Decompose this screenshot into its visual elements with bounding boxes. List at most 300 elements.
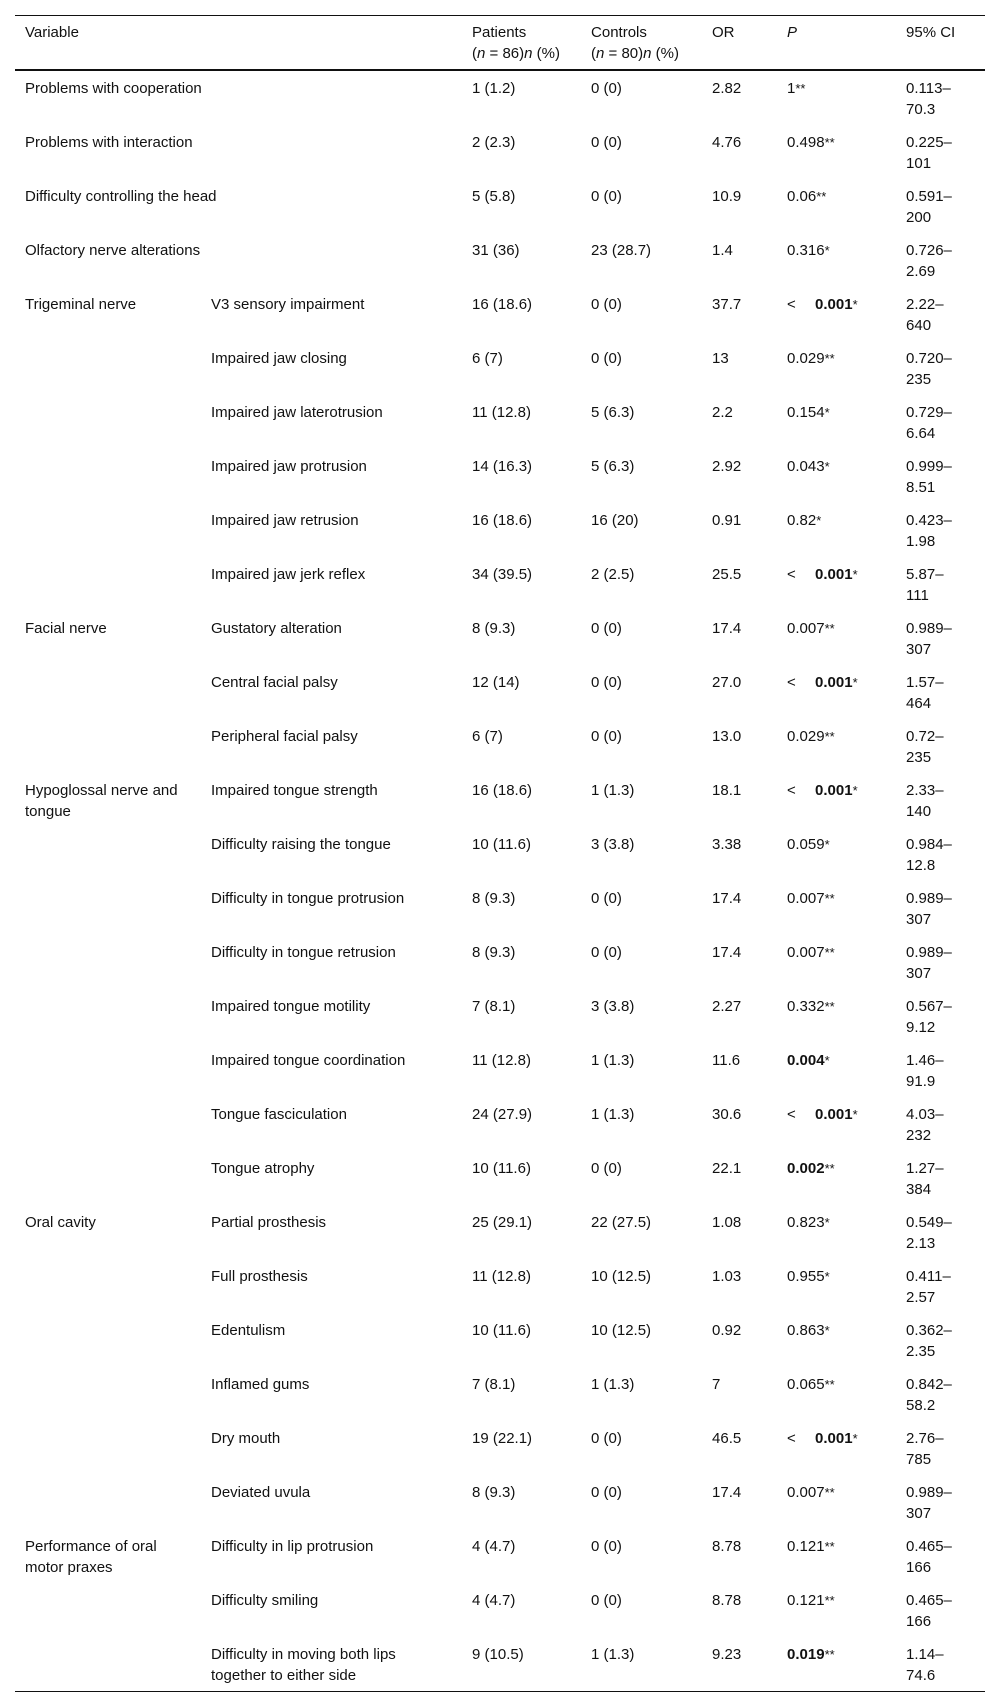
row-p-mark: *	[852, 297, 858, 312]
row-patients: 10 (11.6)	[472, 836, 531, 853]
row-variable: Olfactory nerve alterations	[25, 242, 201, 259]
row-or: 46.5	[712, 1430, 742, 1447]
row-item: Impaired jaw retrusion	[211, 512, 359, 529]
table-row	[15, 1259, 985, 1313]
row-controls: 0 (0)	[591, 296, 622, 313]
row-p-value: 0.001	[815, 296, 853, 313]
row-p-mark: **	[824, 1593, 835, 1608]
row-controls: 0 (0)	[591, 674, 622, 691]
row-ci: 0.842–58.2	[906, 1376, 952, 1414]
row-p	[777, 233, 896, 287]
row-p-mark: **	[795, 81, 806, 96]
row-group	[15, 341, 201, 395]
row-p-less-than: <	[787, 1430, 796, 1447]
row-p	[777, 1097, 896, 1151]
row-item: Difficulty in tongue retrusion	[211, 944, 396, 961]
row-ci: 0.113–70.3	[906, 80, 951, 118]
row-p-value: 0.001	[815, 674, 853, 691]
row-controls: 0 (0)	[591, 1484, 622, 1501]
row-p	[777, 1367, 896, 1421]
table-row	[15, 827, 985, 881]
table-row	[15, 1097, 985, 1151]
row-p	[777, 557, 896, 611]
row-item: Edentulism	[211, 1322, 286, 1339]
row-item: Deviated uvula	[211, 1484, 311, 1501]
table-row	[15, 1583, 985, 1637]
row-p	[777, 1529, 896, 1583]
row-item: Tongue fasciculation	[211, 1106, 347, 1123]
table-row	[15, 719, 985, 773]
header-controls: Controls (n = 80)n (%)	[591, 24, 679, 62]
row-p-mark: **	[816, 189, 827, 204]
row-patients: 25 (29.1)	[472, 1214, 533, 1231]
row-p	[777, 1475, 896, 1529]
row-group	[15, 503, 201, 557]
row-p-value: 0.007	[787, 620, 825, 637]
row-ci: 1.14–74.6	[906, 1646, 944, 1684]
row-group: Oral cavity	[25, 1214, 96, 1231]
row-p-value: 0.823	[787, 1214, 825, 1231]
row-or: 22.1	[712, 1160, 742, 1177]
row-p-mark: **	[824, 1377, 835, 1392]
row-controls: 0 (0)	[591, 134, 622, 151]
row-patients: 34 (39.5)	[472, 566, 533, 583]
row-p-value: 0.029	[787, 350, 825, 367]
row-p-mark: **	[824, 1161, 835, 1176]
row-p-mark: *	[824, 837, 830, 852]
row-ci: 0.465–166	[906, 1592, 952, 1630]
row-item: Full prosthesis	[211, 1268, 308, 1285]
row-p	[777, 70, 896, 125]
row-group	[15, 1421, 201, 1475]
row-item: Impaired tongue coordination	[211, 1052, 406, 1069]
table-row	[15, 70, 985, 125]
row-group	[15, 557, 201, 611]
row-patients: 6 (7)	[472, 728, 503, 745]
row-or: 10.9	[712, 188, 742, 205]
row-controls: 0 (0)	[591, 350, 622, 367]
row-p-mark: **	[824, 945, 835, 960]
row-group	[15, 1151, 201, 1205]
row-p	[777, 341, 896, 395]
table-row	[15, 1475, 985, 1529]
row-or: 7	[712, 1376, 721, 1393]
row-ci: 0.411–2.57	[906, 1268, 951, 1306]
row-p-mark: *	[852, 675, 858, 690]
results-table	[15, 15, 985, 1692]
table-row	[15, 1529, 985, 1583]
row-controls: 10 (12.5)	[591, 1268, 652, 1285]
row-patients: 8 (9.3)	[472, 944, 516, 961]
row-p-mark: *	[852, 783, 858, 798]
row-patients: 7 (8.1)	[472, 1376, 516, 1393]
row-or: 2.92	[712, 458, 742, 475]
row-p	[777, 935, 896, 989]
row-p-value: 0.121	[787, 1592, 825, 1609]
row-item: Difficulty smiling	[211, 1592, 319, 1609]
row-or: 17.4	[712, 1484, 742, 1501]
row-group	[15, 1637, 201, 1692]
row-p-mark: *	[824, 1215, 830, 1230]
row-controls: 3 (3.8)	[591, 998, 635, 1015]
row-group	[15, 395, 201, 449]
row-group	[15, 1043, 201, 1097]
row-ci: 2.33–140	[906, 782, 944, 820]
row-p	[777, 449, 896, 503]
row-controls: 0 (0)	[591, 1592, 622, 1609]
table-row	[15, 1421, 985, 1475]
table-row	[15, 395, 985, 449]
row-ci: 0.567–9.12	[906, 998, 952, 1036]
row-patients: 8 (9.3)	[472, 620, 516, 637]
row-group	[15, 1367, 201, 1421]
row-ci: 1.27–384	[906, 1160, 944, 1198]
row-patients: 7 (8.1)	[472, 998, 516, 1015]
row-p-less-than: <	[787, 1106, 796, 1123]
row-patients: 12 (14)	[472, 674, 520, 691]
row-group	[15, 1313, 201, 1367]
header-patients: Patients (n = 86)n (%)	[472, 24, 560, 62]
row-p-value: 0.863	[787, 1322, 825, 1339]
row-p-less-than: <	[787, 782, 796, 799]
row-ci: 0.729–6.64	[906, 404, 952, 442]
row-p-mark: *	[824, 459, 830, 474]
row-group	[15, 1583, 201, 1637]
row-or: 9.23	[712, 1646, 742, 1663]
row-item: Partial prosthesis	[211, 1214, 327, 1231]
row-group: Performance of oral motor praxes	[25, 1538, 157, 1576]
row-ci: 0.423–1.98	[906, 512, 952, 550]
row-p-value: 0.002	[787, 1160, 825, 1177]
row-or: 13	[712, 350, 729, 367]
row-or: 25.5	[712, 566, 742, 583]
row-controls: 3 (3.8)	[591, 836, 635, 853]
row-p-value: 0.001	[815, 566, 853, 583]
table-row	[15, 449, 985, 503]
row-item: V3 sensory impairment	[211, 296, 365, 313]
row-p-value: 0.06	[787, 188, 817, 205]
row-ci: 0.989–307	[906, 1484, 952, 1522]
table-row	[15, 557, 985, 611]
table-row	[15, 935, 985, 989]
row-controls: 5 (6.3)	[591, 404, 635, 421]
row-p	[777, 1583, 896, 1637]
row-p-less-than: <	[787, 566, 796, 583]
row-p	[777, 1259, 896, 1313]
row-variable: Difficulty controlling the head	[25, 188, 217, 205]
row-patients: 24 (27.9)	[472, 1106, 533, 1123]
row-p-mark: **	[824, 135, 835, 150]
row-or: 3.38	[712, 836, 742, 853]
row-p-value: 0.065	[787, 1376, 825, 1393]
row-p-mark: *	[824, 243, 830, 258]
row-p	[777, 881, 896, 935]
row-controls: 0 (0)	[591, 80, 622, 97]
table-row	[15, 1367, 985, 1421]
row-patients: 11 (12.8)	[472, 404, 531, 421]
row-controls: 10 (12.5)	[591, 1322, 652, 1339]
row-group: Trigeminal nerve	[25, 296, 137, 313]
row-ci: 0.591–200	[906, 188, 952, 226]
row-variable: Problems with cooperation	[25, 80, 202, 97]
row-item: Tongue atrophy	[211, 1160, 315, 1177]
row-p-value: 0.059	[787, 836, 825, 853]
row-p	[777, 1637, 896, 1692]
table-row	[15, 341, 985, 395]
row-item: Difficulty in moving both lips together to either side	[211, 1646, 396, 1684]
row-or: 1.03	[712, 1268, 742, 1285]
row-p-value: 0.121	[787, 1538, 825, 1555]
row-group	[15, 935, 201, 989]
row-p	[777, 773, 896, 827]
row-p	[777, 989, 896, 1043]
row-item: Difficulty raising the tongue	[211, 836, 391, 853]
row-p-value: 0.498	[787, 134, 825, 151]
row-ci: 1.57–464	[906, 674, 944, 712]
row-p-mark: *	[816, 513, 822, 528]
row-patients: 9 (10.5)	[472, 1646, 524, 1663]
row-p-value: 0.001	[815, 1106, 853, 1123]
table-body	[15, 70, 985, 1692]
row-p-value: 0.316	[787, 242, 825, 259]
row-item: Dry mouth	[211, 1430, 281, 1447]
table-row	[15, 881, 985, 935]
row-p-mark: **	[824, 1485, 835, 1500]
row-controls: 1 (1.3)	[591, 782, 635, 799]
table-row	[15, 665, 985, 719]
row-p-value: 0.001	[815, 1430, 853, 1447]
row-p-value: 0.019	[787, 1646, 825, 1663]
row-controls: 22 (27.5)	[591, 1214, 652, 1231]
row-p-value: 0.029	[787, 728, 825, 745]
row-patients: 8 (9.3)	[472, 890, 516, 907]
row-p-value: 0.007	[787, 944, 825, 961]
row-or: 0.92	[712, 1322, 742, 1339]
row-p-mark: **	[824, 1647, 835, 1662]
row-controls: 16 (20)	[591, 512, 639, 529]
row-group	[15, 1259, 201, 1313]
row-group: Facial nerve	[25, 620, 107, 637]
row-controls: 1 (1.3)	[591, 1052, 635, 1069]
row-ci: 0.720–235	[906, 350, 952, 388]
row-controls: 0 (0)	[591, 620, 622, 637]
row-patients: 16 (18.6)	[472, 782, 533, 799]
row-group	[15, 881, 201, 935]
table-row	[15, 287, 985, 341]
row-or: 18.1	[712, 782, 742, 799]
row-variable: Problems with interaction	[25, 134, 193, 151]
table-row	[15, 1151, 985, 1205]
row-p-mark: **	[824, 621, 835, 636]
row-patients: 1 (1.2)	[472, 80, 516, 97]
row-item: Impaired jaw jerk reflex	[211, 566, 366, 583]
row-ci: 1.46–91.9	[906, 1052, 944, 1090]
row-p	[777, 503, 896, 557]
row-p-less-than: <	[787, 674, 796, 691]
row-or: 27.0	[712, 674, 742, 691]
row-p-mark: *	[852, 1431, 858, 1446]
row-item: Impaired jaw laterotrusion	[211, 404, 383, 421]
row-p-mark: **	[824, 891, 835, 906]
row-p-value: 0.043	[787, 458, 825, 475]
row-ci: 0.989–307	[906, 944, 952, 982]
row-or: 0.91	[712, 512, 742, 529]
row-p	[777, 395, 896, 449]
row-item: Impaired tongue strength	[211, 782, 378, 799]
row-p-value: 0.001	[815, 782, 853, 799]
row-or: 2.2	[712, 404, 733, 421]
row-item: Impaired jaw closing	[211, 350, 347, 367]
row-ci: 0.999–8.51	[906, 458, 952, 496]
row-or: 2.82	[712, 80, 742, 97]
row-p	[777, 179, 896, 233]
row-patients: 11 (12.8)	[472, 1052, 531, 1069]
row-controls: 0 (0)	[591, 1430, 622, 1447]
row-or: 1.4	[712, 242, 733, 259]
row-p	[777, 1313, 896, 1367]
row-or: 2.27	[712, 998, 742, 1015]
row-patients: 11 (12.8)	[472, 1268, 531, 1285]
row-controls: 2 (2.5)	[591, 566, 635, 583]
row-controls: 1 (1.3)	[591, 1646, 635, 1663]
row-patients: 8 (9.3)	[472, 1484, 516, 1501]
row-p	[777, 1421, 896, 1475]
row-patients: 10 (11.6)	[472, 1160, 531, 1177]
row-p	[777, 719, 896, 773]
row-patients: 19 (22.1)	[472, 1430, 533, 1447]
row-controls: 1 (1.3)	[591, 1376, 635, 1393]
row-group: Hypoglossal nerve and tongue	[25, 782, 178, 820]
row-p-value: 0.955	[787, 1268, 825, 1285]
row-p-value: 0.007	[787, 890, 825, 907]
row-or: 8.78	[712, 1538, 742, 1555]
row-p	[777, 827, 896, 881]
row-p-mark: *	[824, 1053, 830, 1068]
row-p-value: 0.332	[787, 998, 825, 1015]
row-or: 13.0	[712, 728, 742, 745]
row-p-mark: **	[824, 999, 835, 1014]
row-ci: 0.362–2.35	[906, 1322, 952, 1360]
header-p: P	[787, 24, 798, 41]
row-patients: 4 (4.7)	[472, 1592, 516, 1609]
row-p	[777, 611, 896, 665]
table-row	[15, 125, 985, 179]
row-p-value: 0.154	[787, 404, 825, 421]
row-group	[15, 989, 201, 1043]
row-ci: 0.726–2.69	[906, 242, 952, 280]
table-row	[15, 1043, 985, 1097]
row-patients: 4 (4.7)	[472, 1538, 516, 1555]
table-row	[15, 233, 985, 287]
row-patients: 6 (7)	[472, 350, 503, 367]
row-item: Impaired tongue motility	[211, 998, 371, 1015]
row-or: 8.78	[712, 1592, 742, 1609]
row-or: 30.6	[712, 1106, 742, 1123]
row-patients: 5 (5.8)	[472, 188, 516, 205]
row-group	[15, 1097, 201, 1151]
row-p-mark: **	[824, 1539, 835, 1554]
row-p	[777, 287, 896, 341]
row-ci: 4.03–232	[906, 1106, 944, 1144]
row-group	[15, 827, 201, 881]
row-group	[15, 1475, 201, 1529]
row-controls: 5 (6.3)	[591, 458, 635, 475]
row-or: 17.4	[712, 890, 742, 907]
row-p-value: 0.82	[787, 512, 817, 529]
table-row	[15, 773, 985, 827]
row-controls: 0 (0)	[591, 188, 622, 205]
row-controls: 0 (0)	[591, 1538, 622, 1555]
row-p-mark: *	[824, 1269, 830, 1284]
row-ci: 2.22–640	[906, 296, 944, 334]
row-or: 1.08	[712, 1214, 742, 1231]
row-item: Difficulty in tongue protrusion	[211, 890, 405, 907]
row-item: Peripheral facial palsy	[211, 728, 358, 745]
row-item: Gustatory alteration	[211, 620, 342, 637]
row-p-value: 0.004	[787, 1052, 825, 1069]
row-p-mark: **	[824, 729, 835, 744]
row-p	[777, 1205, 896, 1259]
row-item: Impaired jaw protrusion	[211, 458, 367, 475]
row-item: Inflamed gums	[211, 1376, 310, 1393]
table-row	[15, 503, 985, 557]
row-p-value: 0.007	[787, 1484, 825, 1501]
table-row	[15, 179, 985, 233]
header-ci: 95% CI	[906, 24, 956, 41]
header-variable: Variable	[25, 24, 79, 41]
row-ci: 0.989–307	[906, 620, 952, 658]
row-controls: 0 (0)	[591, 1160, 622, 1177]
row-p-mark: *	[824, 405, 830, 420]
table-row	[15, 1637, 985, 1692]
row-p	[777, 665, 896, 719]
row-ci: 0.549–2.13	[906, 1214, 952, 1252]
table-row	[15, 611, 985, 665]
row-p	[777, 1151, 896, 1205]
row-or: 17.4	[712, 620, 742, 637]
row-patients: 14 (16.3)	[472, 458, 533, 475]
row-p-mark: **	[824, 351, 835, 366]
table-row	[15, 989, 985, 1043]
row-ci: 0.465–166	[906, 1538, 952, 1576]
row-p	[777, 125, 896, 179]
row-group	[15, 719, 201, 773]
row-p-mark: *	[852, 1107, 858, 1122]
table-row	[15, 1205, 985, 1259]
row-or: 37.7	[712, 296, 742, 313]
row-or: 17.4	[712, 944, 742, 961]
row-ci: 0.72–235	[906, 728, 944, 766]
header-row	[15, 16, 985, 71]
row-item: Difficulty in lip protrusion	[211, 1538, 374, 1555]
row-patients: 31 (36)	[472, 242, 520, 259]
row-group	[15, 449, 201, 503]
row-ci: 0.984–12.8	[906, 836, 952, 874]
row-controls: 0 (0)	[591, 944, 622, 961]
row-or: 11.6	[712, 1052, 741, 1069]
row-controls: 23 (28.7)	[591, 242, 652, 259]
row-controls: 0 (0)	[591, 728, 622, 745]
row-p-mark: *	[824, 1323, 830, 1338]
row-ci: 5.87–111	[906, 566, 944, 604]
row-p	[777, 1043, 896, 1097]
header-or: OR	[712, 24, 735, 41]
row-patients: 10 (11.6)	[472, 1322, 531, 1339]
row-item: Central facial palsy	[211, 674, 338, 691]
table-row	[15, 1313, 985, 1367]
row-ci: 2.76–785	[906, 1430, 944, 1468]
row-p-value: 1	[787, 80, 796, 97]
